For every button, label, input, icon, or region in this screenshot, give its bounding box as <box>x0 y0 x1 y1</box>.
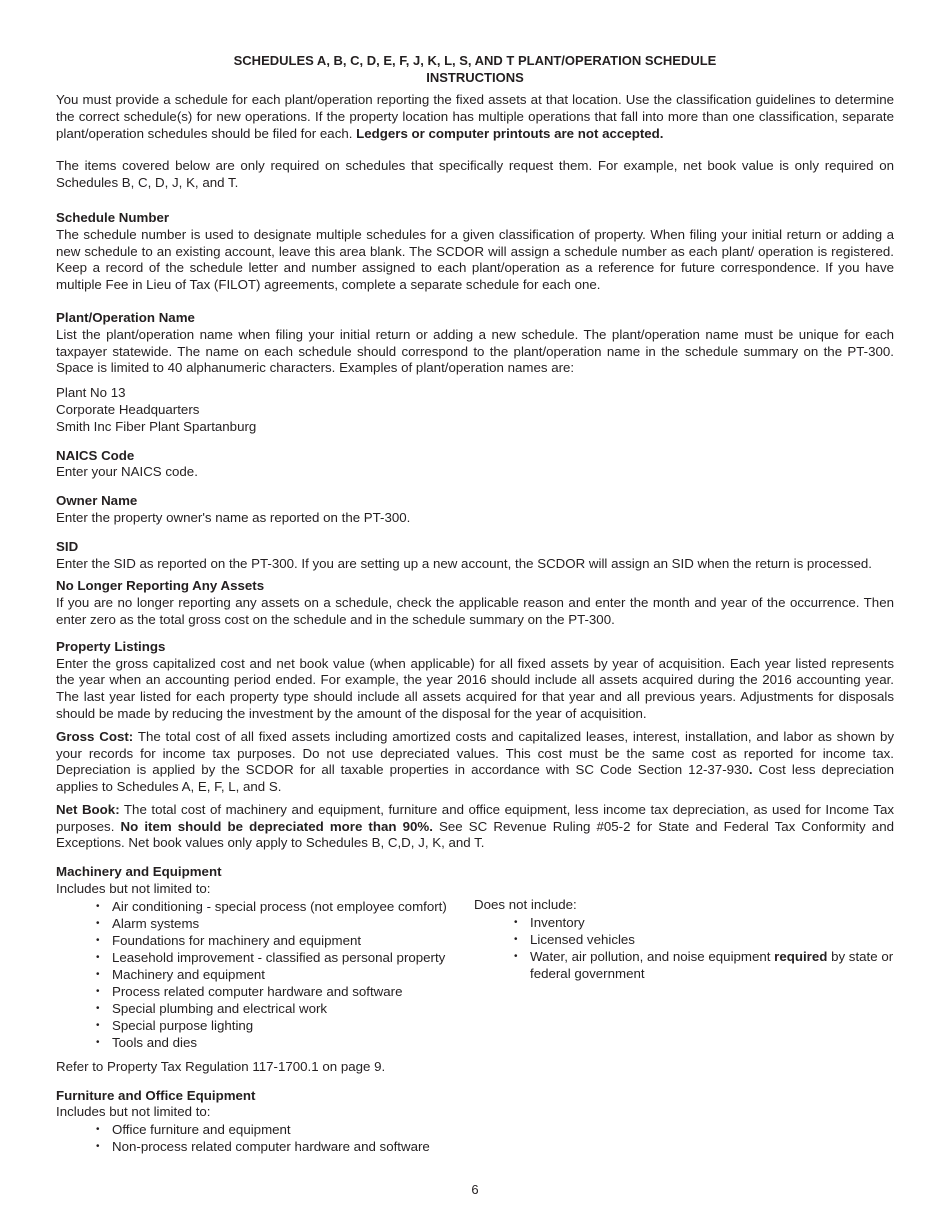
machinery-includes-list <box>56 898 474 1051</box>
furniture-section <box>56 1088 894 1156</box>
list-item: • Licensed vehicles <box>474 931 894 948</box>
machinery-includes <box>56 881 474 1051</box>
list-item <box>474 948 894 982</box>
plant-name-examples <box>56 385 894 435</box>
naics-heading: NAICS Code <box>56 447 135 463</box>
gross-cost-bold-dot: . <box>748 762 753 778</box>
machinery-columns <box>56 881 894 1051</box>
intro-paragraph-2: The items covered below are only required on schedules that specifically request them. For example, net book value is only required on Schedules B, C, D, J, K, and T. <box>56 158 894 191</box>
plant-name-example: Smith Inc Fiber Plant Spartanburg <box>56 418 257 434</box>
machinery-excludes-label: Does not include: <box>474 897 577 913</box>
list-item: • Air conditioning - special process (not employee comfort) <box>56 898 474 915</box>
machinery-regulation-note: Refer to Property Tax Regulation 117-1700.1 on page 9. <box>56 1058 386 1074</box>
list-item: • Tools and dies <box>56 1034 474 1051</box>
furniture-includes-label: Includes but not limited to: <box>56 1104 211 1120</box>
machinery-excludes-list <box>474 914 894 982</box>
list-item: • Office furniture and equipment <box>56 1121 894 1138</box>
schedule-number-section <box>56 210 894 294</box>
instructions-page <box>56 52 894 1155</box>
title-line-2: INSTRUCTIONS <box>426 70 524 85</box>
net-book-bold-note: No item should be depreciated more than 90%. <box>120 818 433 834</box>
furniture-heading: Furniture and Office Equipment <box>56 1087 256 1103</box>
gross-cost-paragraph <box>56 729 894 796</box>
page-title <box>56 52 894 86</box>
naics-body: Enter your NAICS code. <box>56 464 198 480</box>
exclude-text-b: by state or federal government <box>530 948 894 981</box>
list-item: • Machinery and equipment <box>56 966 474 983</box>
plant-name-section <box>56 310 894 436</box>
owner-heading: Owner Name <box>56 493 138 509</box>
list-item: • Special purpose lighting <box>56 1017 474 1034</box>
owner-section <box>56 493 894 527</box>
list-item: • Non-process related computer hardware and software <box>56 1138 894 1155</box>
exclude-bold: required <box>774 948 828 964</box>
plant-name-example: Plant No 13 <box>56 385 126 401</box>
furniture-includes-list <box>56 1121 894 1155</box>
gross-cost-text-b: Cost less depreciation applies to Schedules A, E, F, L, and S. <box>56 762 895 795</box>
property-listings-heading: Property Listings <box>56 638 166 654</box>
property-listings-body: Enter the gross capitalized cost and net book value (when applicable) for all fixed assets by year of acquisition. Each year listed represents the year when an accounting period ended. For example, the year 2016 should include all assets acquired during the 2016 accounting year. The last year listed for each property type should include all assets acquired for that year and all previous years. Adjustments for disposals should be made by reducing the investment by the amount of the disposal for the year of acquisition. <box>56 655 894 721</box>
exclude-text-a: Water, air pollution, and noise equipment <box>530 948 775 964</box>
plant-name-heading: Plant/Operation Name <box>56 309 195 325</box>
list-item: • Special plumbing and electrical work <box>56 1000 474 1017</box>
list-item: • Inventory <box>474 914 894 931</box>
naics-section <box>56 448 894 482</box>
list-item: • Leasehold improvement - classified as personal property <box>56 949 474 966</box>
gross-cost-label: Gross Cost: <box>56 728 134 744</box>
net-book-text-a: The total cost of machinery and equipment, furniture and office equipment, less income tax depreciation, as used for Income Tax purposes. <box>56 801 894 834</box>
net-book-text-b: See SC Revenue Ruling #05-2 for State and Federal Tax Conformity and Exceptions. Net book values only apply to Schedules B, C,D, J, K, and T. <box>56 818 894 851</box>
sid-heading: SID <box>56 538 79 554</box>
net-book-label: Net Book: <box>56 801 120 817</box>
gross-cost-text-a: The total cost of all fixed assets including amortized costs and capitalized leases, interest, installation, and labor as shown by your records for income tax purposes. Do not use depreciated values. This cost must be the same cost as reported for income tax. Depreciation is applied by the SCDOR for all taxable properties in accordance with SC Code Section 12-37-930 <box>56 728 894 778</box>
intro-text: You must provide a schedule for each plant/operation reporting the fixed assets at that location. Use the classification guidelines to determine the correct schedule(s) for new operations. If the property location has multiple operations that fall into more than one classification, separate plant/operation schedules should be filed for each. <box>56 92 894 141</box>
no-longer-section <box>56 578 894 628</box>
list-item: • Foundations for machinery and equipment <box>56 932 474 949</box>
property-listings-section <box>56 639 894 723</box>
list-item: • Process related computer hardware and software <box>56 983 474 1000</box>
machinery-section <box>56 864 894 1075</box>
plant-name-body: List the plant/operation name when filing your initial return or adding a new schedule. The plant/operation name must be unique for each taxpayer statewide. The name on each schedule should correspond to the plant/operation name in the schedule summary on the PT-300. Space is limited to 40 alphanumeric characters. Examples of plant/operation names are: <box>56 326 894 376</box>
plant-name-example: Corporate Headquarters <box>56 401 200 417</box>
intro-paragraph <box>56 92 894 142</box>
no-longer-body: If you are no longer reporting any assets on a schedule, check the applicable reason and enter the month and year of the occurrence. Then enter zero as the total gross cost on the schedule and in the schedule summary on the PT-300. <box>56 595 894 627</box>
schedule-number-body: The schedule number is used to designate multiple schedules for a given classification of property. When filing your initial return or adding a new schedule to an existing account, leave this area blank. The SCDOR will assign a schedule number as each plant/ operation is registered. Keep a record of the schedule letter and number assigned to each plant/operation as a reference for future correspondence. If you have multiple Fee in Lieu of Tax (FILOT) agreements, complete a separate schedule for each one. <box>56 226 894 293</box>
page-number: 6 <box>471 1182 479 1197</box>
no-longer-heading: No Longer Reporting Any Assets <box>56 578 265 594</box>
sid-section <box>56 539 894 573</box>
list-item: • Alarm systems <box>56 915 474 932</box>
owner-body: Enter the property owner's name as reported on the PT-300. <box>56 509 411 525</box>
sid-body: Enter the SID as reported on the PT-300. If you are setting up a new account, the SCDOR will assign an SID when the return is processed. <box>56 555 872 571</box>
machinery-excludes <box>474 881 894 1051</box>
title-line-1: SCHEDULES A, B, C, D, E, F, J, K, L, S, AND T PLANT/OPERATION SCHEDULE <box>233 53 717 68</box>
schedule-number-heading: Schedule Number <box>56 209 170 225</box>
intro-bold-note: Ledgers or computer printouts are not accepted. <box>356 125 664 141</box>
machinery-heading: Machinery and Equipment <box>56 864 222 880</box>
machinery-includes-label: Includes but not limited to: <box>56 881 211 897</box>
net-book-paragraph <box>56 802 894 852</box>
